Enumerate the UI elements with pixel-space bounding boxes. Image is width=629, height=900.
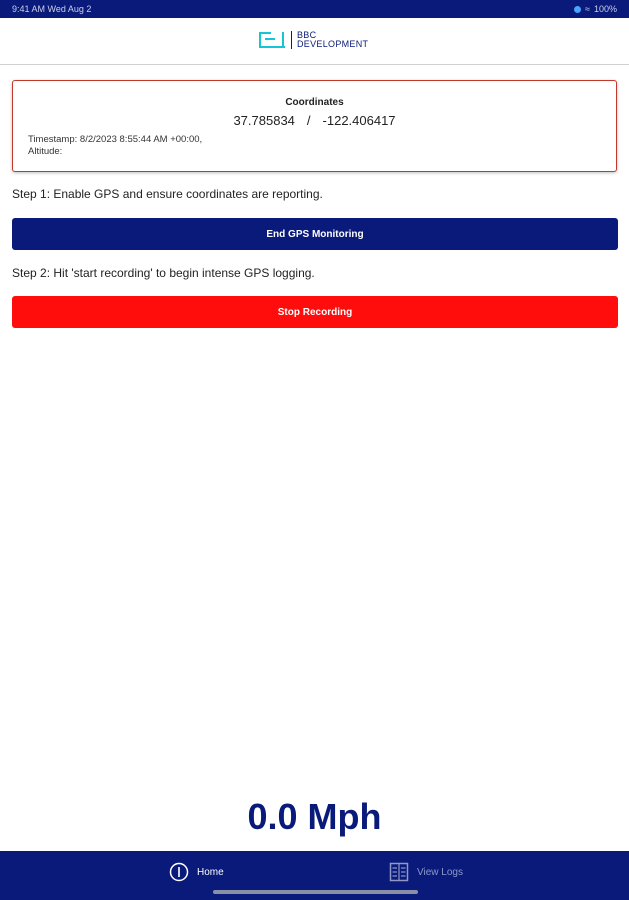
- tab-view-logs-label: View Logs: [417, 866, 463, 878]
- info-circle-icon: [169, 862, 189, 882]
- coordinates-card: [12, 80, 617, 172]
- list-icon: [389, 862, 409, 882]
- battery-level: 100%: [593, 4, 617, 14]
- logo-text: [297, 31, 368, 49]
- wifi-icon: ≈: [585, 4, 590, 14]
- coordinates-meta: [28, 134, 202, 158]
- status-time: 9:41 AM: [12, 4, 46, 14]
- speed-readout: 0.0 Mph: [247, 796, 382, 837]
- app-header: [0, 18, 629, 65]
- status-right: [574, 4, 617, 14]
- latitude-value: 37.785834: [233, 113, 295, 128]
- coordinates-values: [13, 113, 616, 128]
- end-gps-monitoring-button[interactable]: End GPS Monitoring: [12, 218, 618, 250]
- step-1-text: Step 1: Enable GPS and ensure coordinates are reporting.: [12, 187, 323, 201]
- logo-line-2: DEVELOPMENT: [297, 39, 369, 49]
- status-date: Wed Aug 2: [47, 4, 92, 14]
- location-icon: [574, 6, 581, 13]
- status-bar: [0, 0, 629, 18]
- logo-mark-icon: [258, 31, 286, 49]
- coordinate-separator: /: [306, 113, 311, 128]
- step-2-text: Step 2: Hit 'start recording' to begin intense GPS logging.: [12, 266, 315, 280]
- status-time-date: [12, 4, 91, 14]
- longitude-value: -122.406417: [322, 113, 396, 128]
- coordinates-title: Coordinates: [285, 97, 344, 108]
- altitude-text: Altitude:: [28, 146, 63, 157]
- home-indicator[interactable]: [213, 890, 418, 894]
- logo-line-1: BBC: [297, 30, 317, 40]
- tab-home[interactable]: [169, 862, 224, 882]
- tab-home-label: Home: [197, 866, 224, 878]
- stop-recording-button[interactable]: Stop Recording: [12, 296, 618, 328]
- tab-view-logs[interactable]: [389, 862, 463, 882]
- timestamp-text: Timestamp: 8/2/2023 8:55:44 AM +00:00,: [28, 134, 203, 145]
- app-logo: [258, 31, 368, 49]
- logo-divider: [291, 31, 292, 49]
